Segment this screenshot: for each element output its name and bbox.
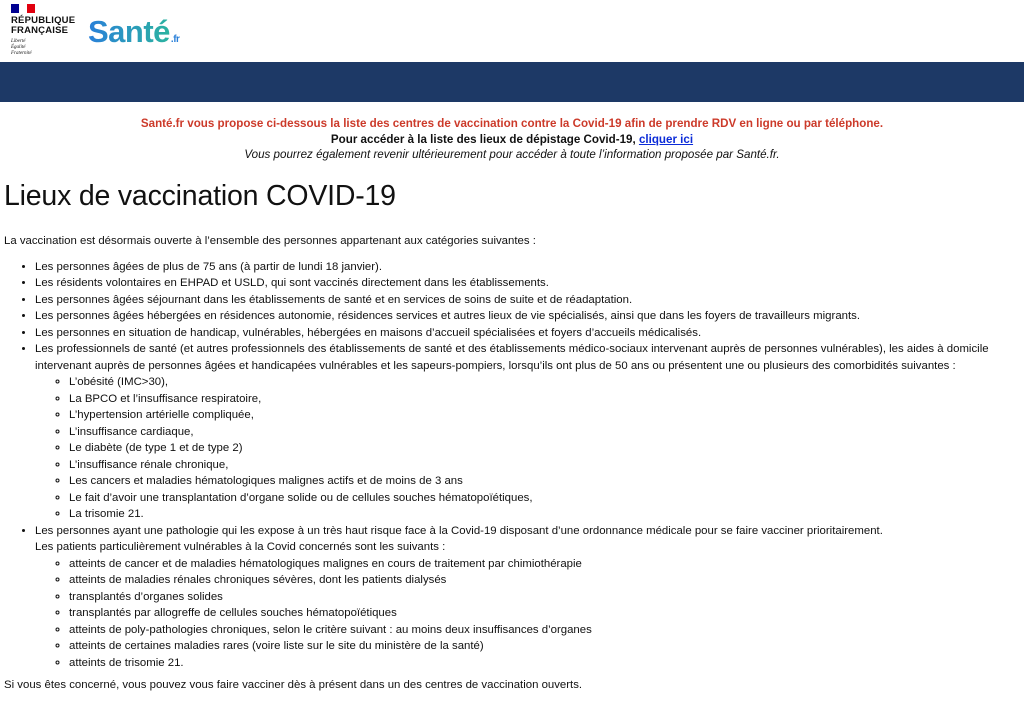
sub-list-item: ◦ atteints de certaines maladies rares (voire liste sur le site du ministère de la santé) [69, 638, 1024, 655]
site-header [0, 0, 1024, 62]
main-content [0, 180, 1024, 693]
sub-list-item: ◦ atteints de trisomie 21. [69, 655, 1024, 672]
sub-list-item: ◦ atteints de poly-pathologies chroniques, selon le critère suivant : au moins deux insuffisances d’organes [69, 622, 1024, 639]
sub-list-item: ◦ L’hypertension artérielle compliquée, [69, 407, 1024, 424]
republique-francaise-logo[interactable] [11, 4, 81, 57]
sub-list-item: ◦ Les cancers et maladies hématologiques malignes actifs et de moins de 3 ans [69, 473, 1024, 490]
info-depistage-line [0, 132, 1024, 148]
vulnerable-intro: Les patients particulièrement vulnérables à la Covid concernés sont les suivants : [35, 541, 446, 553]
depistage-link[interactable]: cliquer ici [638, 132, 694, 146]
sante-fr-logo[interactable] [88, 14, 179, 50]
page-title: Lieux de vaccination COVID-19 [4, 179, 396, 212]
sante-logo-text: Santé [88, 14, 170, 49]
intro-text: La vaccination est désormais ouverte à l’ensemble des personnes appartenant aux catégories suivantes : [4, 234, 536, 247]
info-vaccination-notice: Santé.fr vous propose ci-dessous la liste des centres de vaccination contre la Covid-19 afin de prendre RDV en ligne ou par téléphone. [140, 117, 884, 130]
comorbidities-list [35, 374, 1024, 523]
outro-text: Si vous êtes concerné, vous pouvez vous faire vacciner dès à présent dans un des centres de vaccination ouverts. [4, 679, 583, 691]
sub-list-item: ◦ L’obésité (IMC>30), [69, 374, 1024, 391]
sante-logo-suffix: .fr [170, 34, 180, 45]
list-item: • Les résidents volontaires en EHPAD et USLD, qui sont vaccinés directement dans les établissements. [35, 275, 1024, 292]
eligibility-list [0, 259, 1024, 672]
high-risk-text: Les personnes ayant une pathologie qui les expose à un très haut risque face à la Covid-19 disposant d’une ordonnance médicale pour se faire vacciner prioritairement. [35, 524, 883, 537]
list-item: • Les personnes âgées hébergées en résidences autonomie, résidences services et autres lieux de vie spécialisés, ainsi que dans les foyers de travailleurs migrants. [35, 308, 1024, 325]
motto-liberte: Liberté [11, 39, 26, 44]
sub-list-item: ◦ L’insuffisance cardiaque, [69, 424, 1024, 441]
republic-line-2: FRANÇAISE [11, 25, 69, 36]
list-item-professionals [35, 341, 1024, 523]
sub-list-item: ◦ transplantés d’organes solides [69, 589, 1024, 606]
info-banner [0, 116, 1024, 163]
sub-list-item: ◦ La BPCO et l’insuffisance respiratoire, [69, 391, 1024, 408]
main-navbar [0, 62, 1024, 102]
motto-egalite: Égalité [11, 45, 26, 50]
sub-list-item: ◦ atteints de maladies rénales chroniques sévères, dont les patients dialysés [69, 572, 1024, 589]
info-depistage-text: Pour accéder à la liste des lieux de dépistage Covid-19, [330, 132, 636, 146]
vulnerable-patients-list [35, 556, 1024, 672]
list-item: • Les personnes âgées de plus de 75 ans (à partir de lundi 18 janvier). [35, 259, 1024, 276]
sub-list-item: ◦ atteints de cancer et de maladies hématologiques malignes en cours de traitement par chimiothérapie [69, 556, 1024, 573]
republic-motto [11, 39, 81, 57]
sub-list-item: ◦ Le diabète (de type 1 et de type 2) [69, 440, 1024, 457]
republic-line-1: RÉPUBLIQUE [11, 15, 76, 26]
sub-list-item: ◦ La trisomie 21. [69, 506, 1024, 523]
sub-list-item: ◦ transplantés par allogreffe de cellules souches hématopoïétiques [69, 605, 1024, 622]
info-return-note: Vous pourrez également revenir ultérieurement pour accéder à toute l’information proposée par Santé.fr. [244, 148, 780, 161]
professionals-text: Les professionnels de santé (et autres professionnels des établissements de santé et des établissements médico-sociaux intervenant auprès de personnes vulnérables), les aides à domicile intervenant auprès de personnes âgées et handicapées vulnérables et les sapeurs-pompiers, lorsqu’ils ont plus de 50 ans ou présentent une ou plusieurs des comorbidités suivantes : [35, 343, 989, 372]
sub-list-item: ◦ Le fait d’avoir une transplantation d’organe solide ou de cellules souches hématopoïétiques, [69, 490, 1024, 507]
list-item: • Les personnes en situation de handicap, vulnérables, hébergées en maisons d’accueil spécialisées et foyers d’accueils médicalisés. [35, 325, 1024, 342]
list-item: • Les personnes âgées séjournant dans les établissements de santé et en services de soins de suite et de réadaptation. [35, 292, 1024, 309]
motto-fraternite: Fraternité [11, 51, 32, 56]
list-item-high-risk [35, 523, 1024, 672]
french-flag-icon [11, 4, 35, 13]
sub-list-item: ◦ L’insuffisance rénale chronique, [69, 457, 1024, 474]
